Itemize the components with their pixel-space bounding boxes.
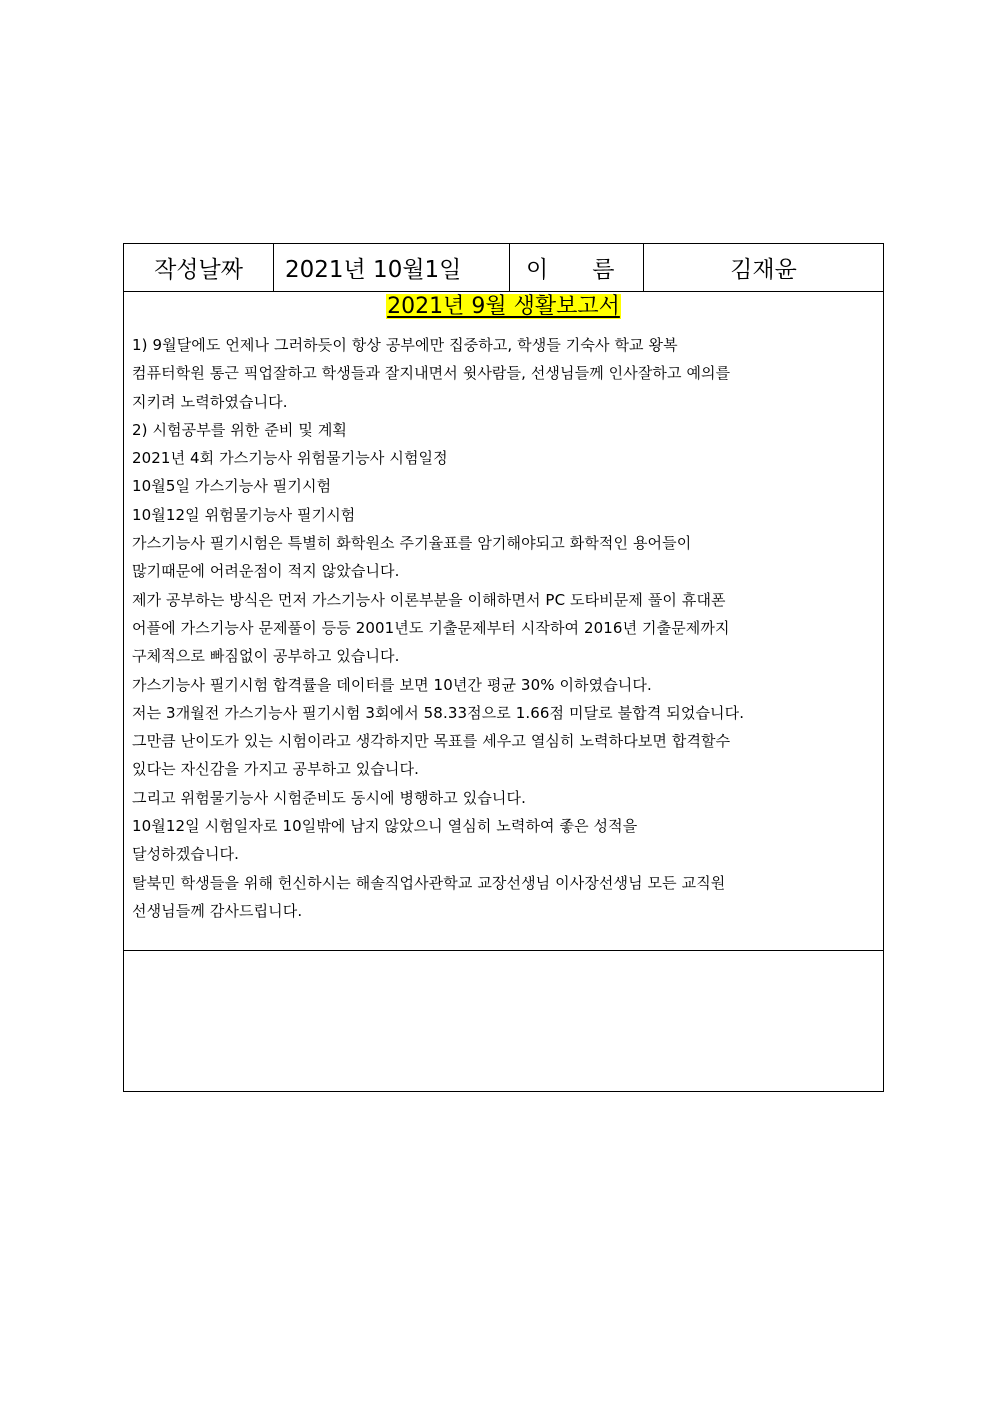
name-label [509,244,643,291]
content-line: 10월12일 위험물기능사 필기시험 [132,505,356,524]
date-label: 작성날짜 [154,257,243,283]
content-line: 탈북민 학생들을 위해 헌신하시는 해솔직업사관학교 교장선생님 이사장선생님 모든 교직원 [132,873,726,892]
name-label-second: 름 [592,257,615,283]
content-line: 그리고 위험물기능사 시험준비도 동시에 병행하고 있습니다. [132,788,526,807]
header-row [124,244,883,292]
content-line: 많기때문에 어려운점이 적지 않았습니다. [132,562,400,581]
name-value: 김재윤 [643,244,883,291]
report-content [132,331,877,925]
content-line: 지키려 노력하였습니다. [132,392,288,411]
content-line: 저는 3개월전 가스기능사 필기시험 3회에서 58.33점으로 1.66점 미달로 불합격 되었습니다. [132,703,745,722]
content-line: 컴퓨터학원 통근 픽업잘하고 학생들과 잘지내면서 윗사람들, 선생님들께 인사잘하고 예의를 [132,364,731,383]
content-line: 달성하겠습니다. [132,845,239,864]
content-line: 2) 시험공부를 위한 준비 및 계획 [132,420,348,439]
content-line: 제가 공부하는 방식은 먼저 가스기능사 이론부분을 이해하면서 PC 도타비문제 풀이 휴대폰 [132,590,726,609]
report-form-table [123,243,884,1092]
content-line: 10월12일 시험일자로 10일밖에 남지 않았으니 열심히 노력하여 좋은 성적을 [132,817,638,836]
content-line: 2021년 4회 가스기능사 위험물기능사 시험일정 [132,449,448,468]
notes-cell [124,951,883,1091]
content-line: 그만큼 난이도가 있는 시험이라고 생각하지만 목표를 세우고 열심히 노력하다보면 합격할수 [132,732,731,751]
content-line: 있다는 자신감을 가지고 공부하고 있습니다. [132,760,419,779]
report-title-text: 2021년 9월 생활보고서 [387,294,620,319]
content-line: 구체적으로 빠짐없이 공부하고 있습니다. [132,647,400,666]
content-line: 가스기능사 필기시험 합격률을 데이터를 보면 10년간 평균 30% 이하였습니다. [132,675,652,694]
content-line: 1) 9월달에도 언제나 그러하듯이 항상 공부에만 집중하고, 학생들 기숙사 학교 왕복 [132,336,678,354]
content-line: 가스기능사 필기시험은 특별히 화학원소 주기율표를 암기해야되고 화학적인 용어들이 [132,534,692,553]
name-label-first: 이 [526,257,549,283]
content-line: 10월5일 가스기능사 필기시험 [132,477,332,496]
content-line: 선생님들께 감사드립니다. [132,901,303,920]
report-title [124,292,883,322]
report-body-cell [124,292,883,951]
date-value: 2021년 10월1일 [273,244,509,291]
content-line: 어플에 가스기능사 문제풀이 등등 2001년도 기출문제부터 시작하여 2016년 기출문제까지 [132,618,730,637]
